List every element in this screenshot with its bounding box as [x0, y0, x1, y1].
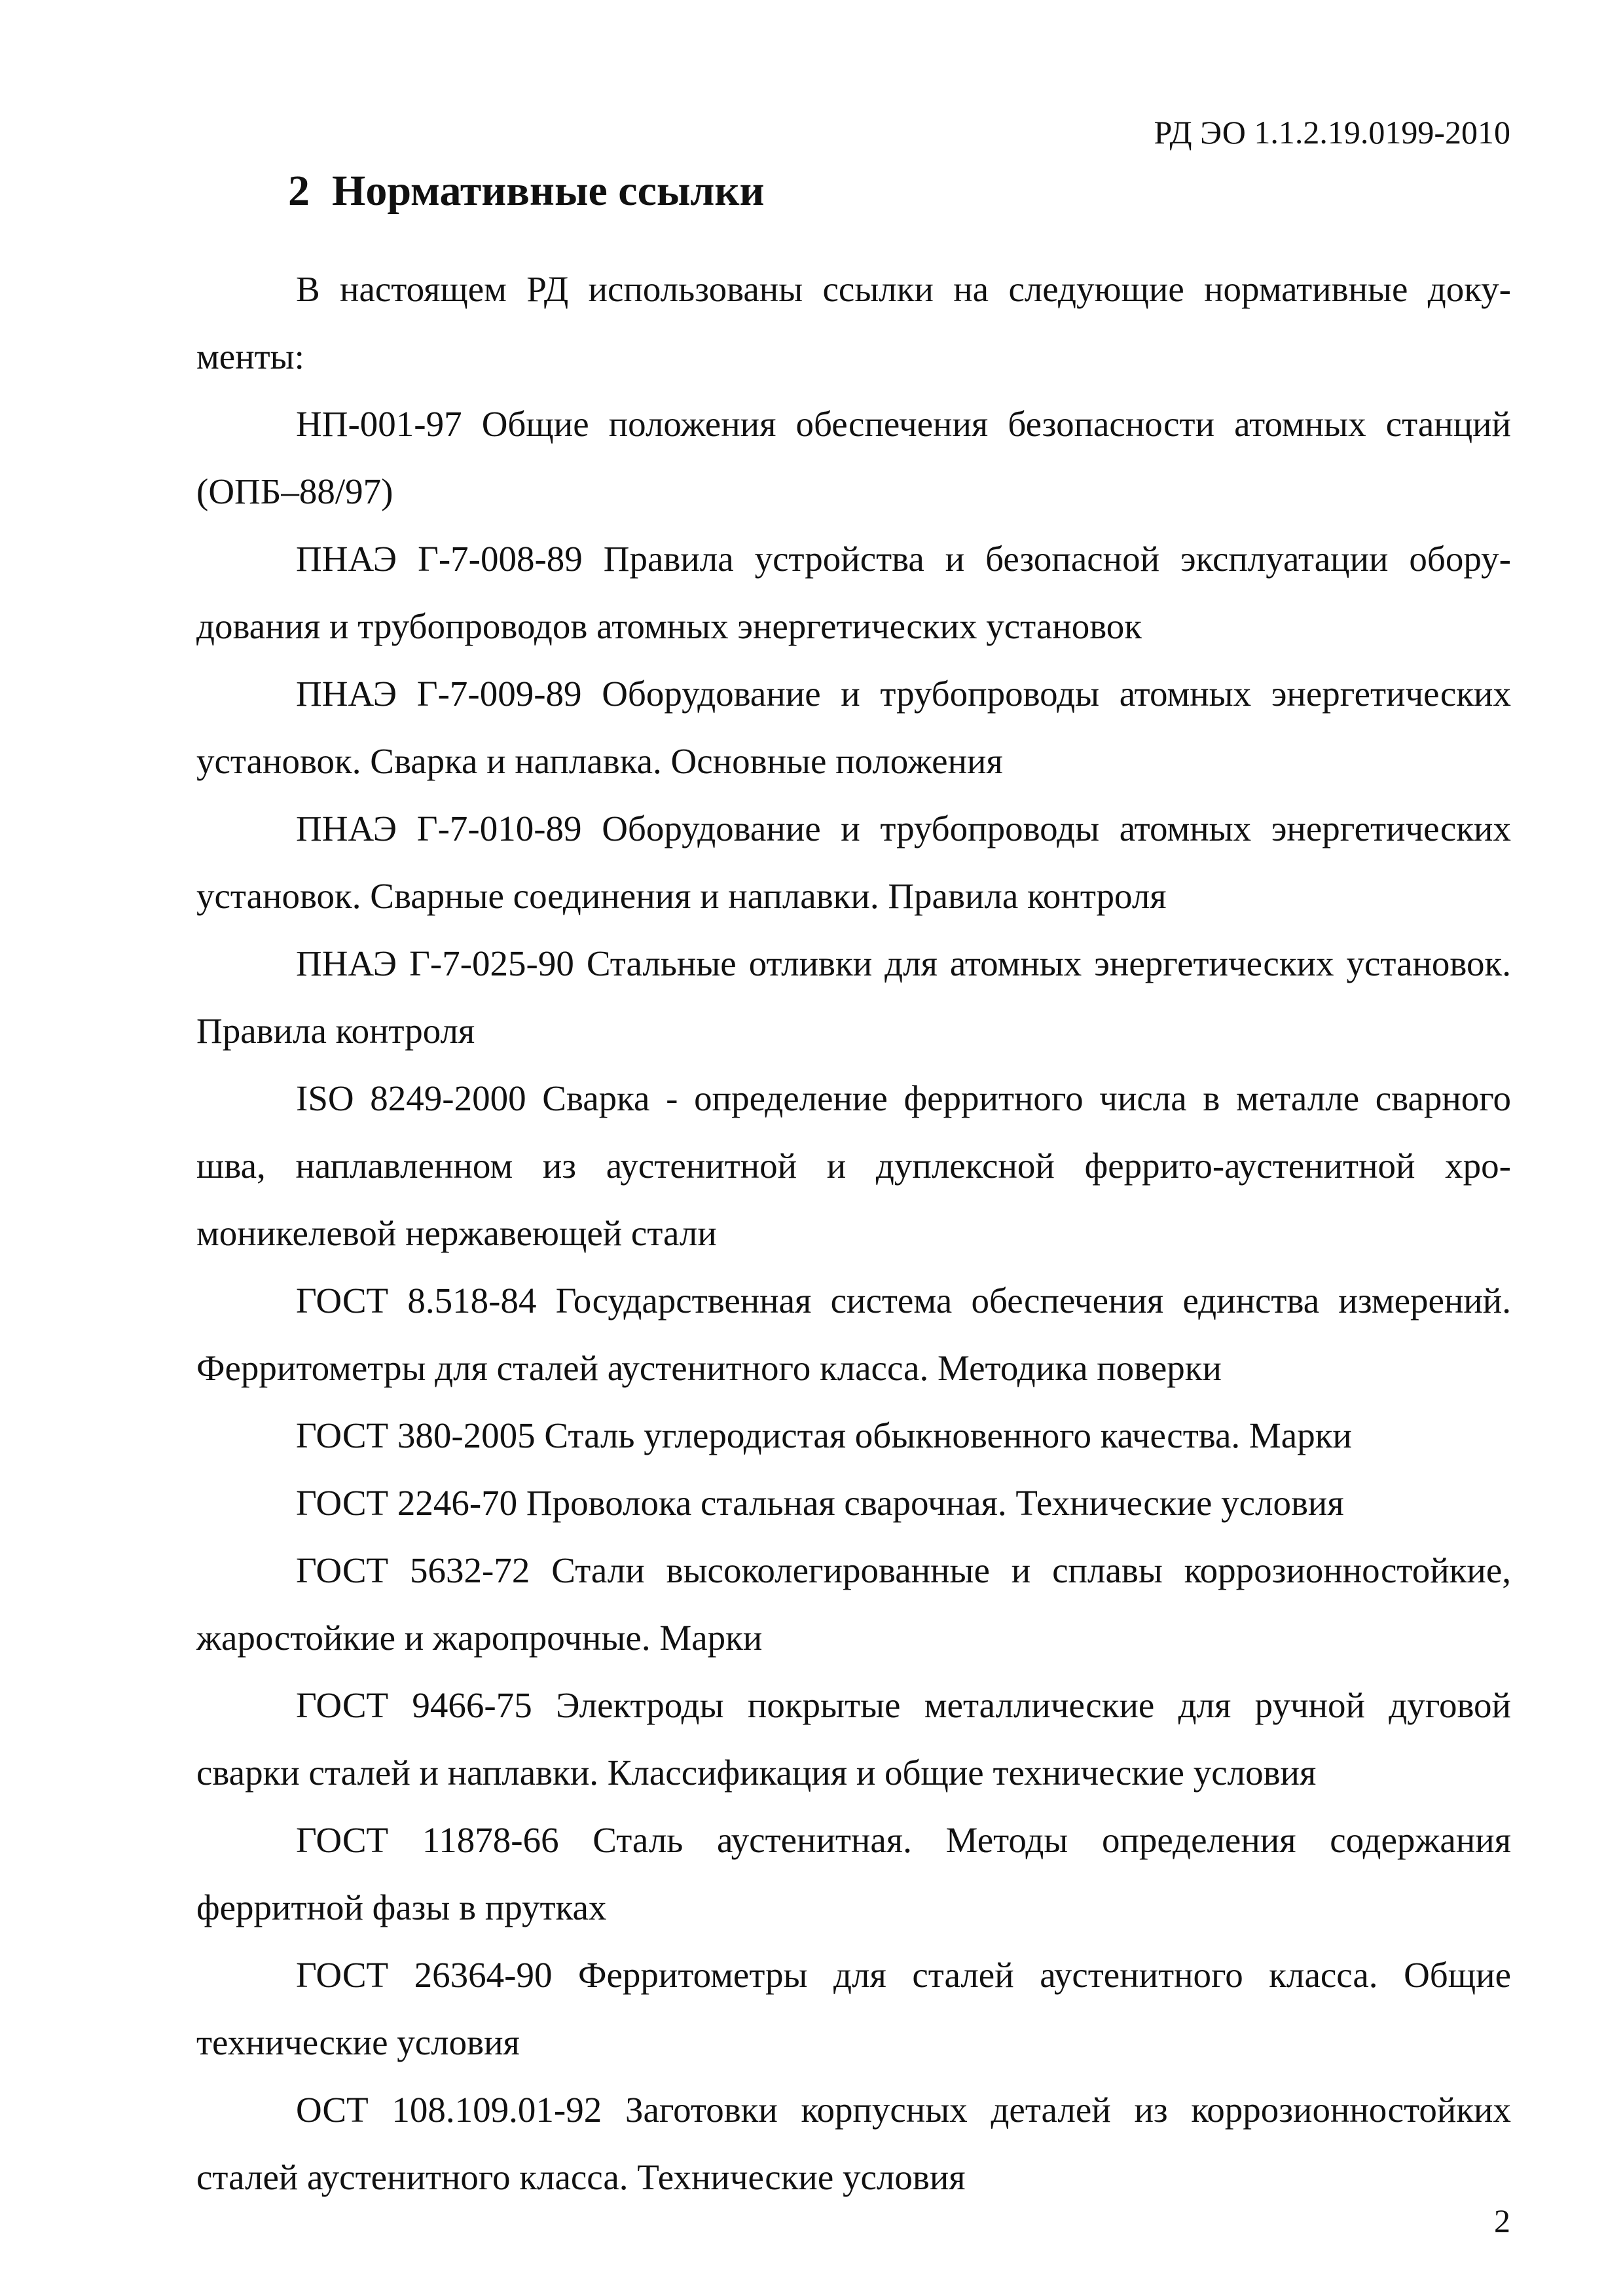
- references-body: [196, 255, 1511, 2211]
- reference-item: НП-001-97 Общие положения обеспечения безопасности атомных станций (ОПБ–88/97): [196, 404, 1511, 511]
- section-heading: [288, 165, 764, 217]
- section-number: 2: [288, 167, 310, 215]
- reference-item: ГОСТ 8.518-84 Государственная система обеспечения единства измерений. Ферритометры для сталей аустенитного класса. Методика поверки: [196, 1281, 1511, 1388]
- reference-item: ГОСТ 26364-90 Ферритометры для сталей аустенитного класса. Общие технические условия: [196, 1955, 1511, 2062]
- page-number: 2: [1494, 2202, 1510, 2239]
- reference-item: ПНАЭ Г-7-025-90 Стальные отливки для атомных энергетических установок. Правила контроля: [196, 943, 1511, 1051]
- intro-paragraph: В настоящем РД использованы ссылки на следующие нормативные документы:: [196, 269, 1511, 376]
- section-title: Нормативные ссылки: [332, 167, 765, 215]
- reference-item: ГОСТ 11878-66 Сталь аустенитная. Методы определения содержания ферритной фазы в прутках: [196, 1820, 1511, 1927]
- reference-item: ПНАЭ Г-7-008-89 Правила устройства и безопасной эксплуатации оборудования и трубопроводов атомных энергетических установок: [196, 539, 1511, 646]
- reference-item: ПНАЭ Г-7-010-89 Оборудование и трубопроводы атомных энергетических установок. Сварные соединения и наплавки. Правила контроля: [196, 809, 1511, 916]
- reference-item: ГОСТ 9466-75 Электроды покрытые металлические для ручной дуговой сварки сталей и наплавки. Классификация и общие технические условия: [196, 1685, 1511, 1793]
- reference-item: ГОСТ 5632-72 Стали высоколегированные и сплавы коррозионностойкие, жаростойкие и жаропрочные. Марки: [196, 1550, 1511, 1658]
- reference-item: ОСТ 108.109.01-92 Заготовки корпусных деталей из коррозионностойких сталей аустенитного класса. Технические условия: [196, 2090, 1511, 2197]
- reference-item: ISO 8249-2000 Сварка - определение ферритного числа в металле сварного шва, наплавленном из аустенитной и дуплексной феррито-аустенитной хромоникелевой нержавеющей стали: [196, 1078, 1511, 1253]
- reference-item: ГОСТ 2246-70 Проволока стальная сварочная. Технические условия: [296, 1483, 1344, 1523]
- document-code: РД ЭО 1.1.2.19.0199-2010: [1154, 114, 1510, 151]
- reference-item: ПНАЭ Г-7-009-89 Оборудование и трубопроводы атомных энергетических установок. Сварка и наплавка. Основные положения: [196, 674, 1511, 781]
- reference-item: ГОСТ 380-2005 Сталь углеродистая обыкновенного качества. Марки: [296, 1415, 1352, 1455]
